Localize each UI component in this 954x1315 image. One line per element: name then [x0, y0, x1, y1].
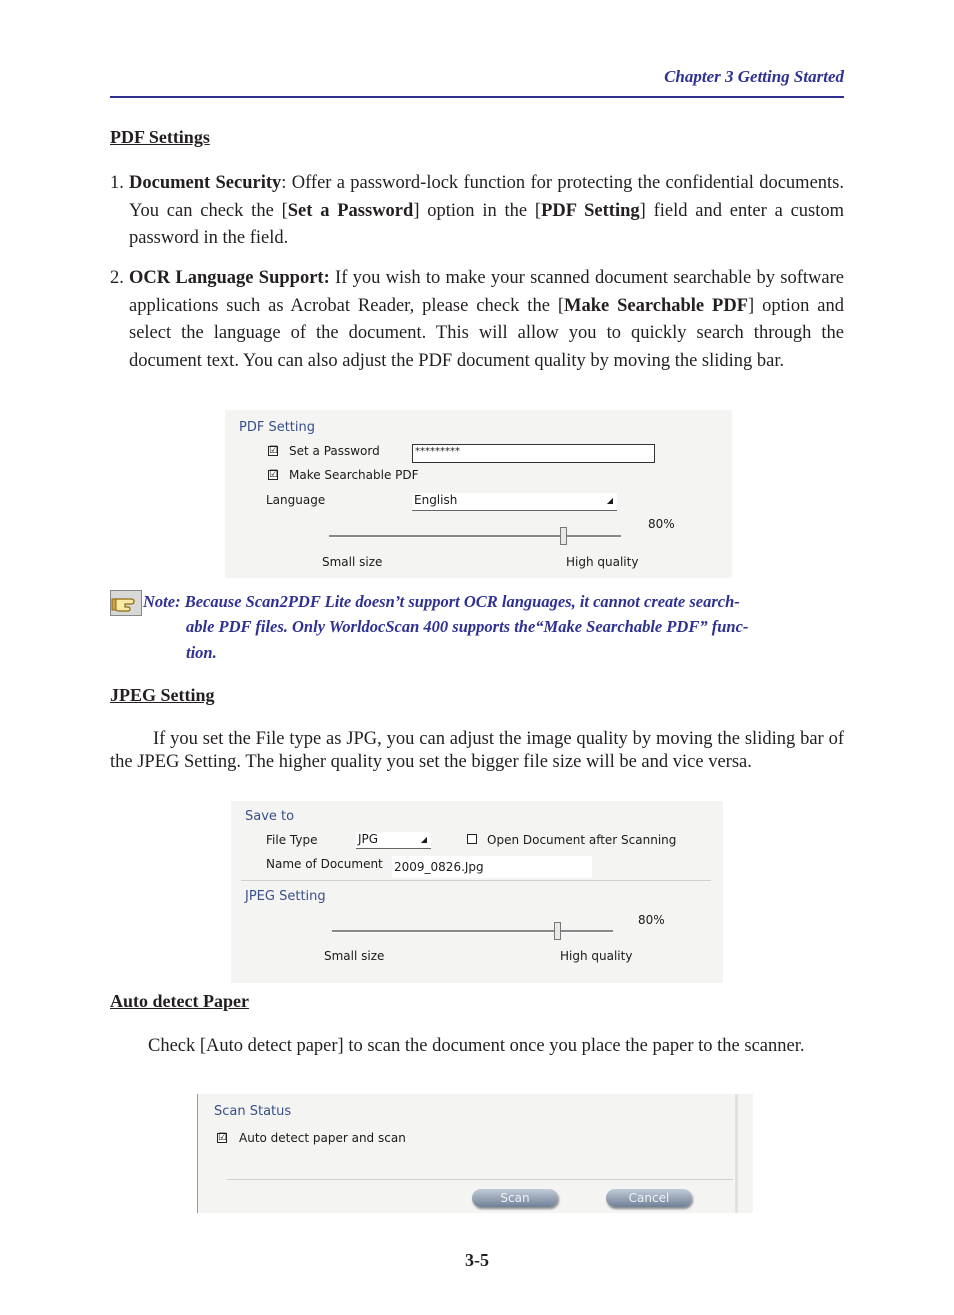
- small-size-label: Small size: [324, 949, 385, 963]
- language-label: Language: [266, 493, 326, 507]
- file-type-select[interactable]: [356, 832, 431, 849]
- item1-text-e: ] field and enter a custom password in the field.: [129, 200, 845, 248]
- scan-status-panel: [197, 1094, 753, 1213]
- section-divider: [241, 880, 711, 881]
- page-number: 3-5: [465, 1250, 489, 1270]
- pdf-settings-heading: PDF Settings: [110, 127, 210, 147]
- item1-text-a: : Offer a password-lock function for protecting the confidential documents. You can check the [: [129, 173, 844, 221]
- list-item-ocr-language: [110, 265, 844, 375]
- open-after-checkbox[interactable]: [467, 834, 477, 844]
- dropdown-arrow-icon: ◢: [606, 496, 613, 505]
- name-of-document-label: Name of Document: [266, 857, 383, 871]
- set-password-ref: Set a Password: [287, 200, 414, 221]
- item1-text-c: ] option in the [: [413, 200, 542, 221]
- quality-slider-thumb[interactable]: [560, 527, 567, 545]
- auto-detect-paragraph: Check [Auto detect paper] to scan the document once you place the paper to the scanner.: [148, 1036, 805, 1056]
- jpeg-paragraph: If you set the File type as JPG, you can adjust the image quality by moving the sliding bar of the JPEG Setting. The higher quality you set the bigger file size will be and vice versa.: [110, 729, 844, 772]
- open-after-label: Open Document after Scanning: [487, 833, 677, 847]
- cancel-button[interactable]: Cancel: [606, 1189, 692, 1207]
- ocr-language-label: OCR Language Support:: [129, 268, 330, 288]
- quality-slider-track[interactable]: [329, 535, 621, 538]
- panel-scrollbar[interactable]: [735, 1094, 738, 1213]
- header-rule: [110, 96, 844, 98]
- auto-detect-checkbox[interactable]: ☑: [218, 1132, 227, 1143]
- auto-detect-label: Auto detect paper and scan: [239, 1131, 406, 1145]
- note-line-3: tion.: [186, 643, 217, 662]
- set-password-label: Set a Password: [289, 444, 380, 458]
- item2-text-a: If you wish to make your scanned document searchable by software applications such as Acrobat Reader, please check the [: [129, 268, 844, 316]
- note-line-2: able PDF files. Only WorldocScan 400 supports the“Make Searchable PDF” func-: [186, 617, 749, 636]
- scan-status-title: Scan Status: [214, 1104, 292, 1119]
- quality-percent: 80%: [648, 517, 675, 531]
- set-password-checkbox[interactable]: ☑: [269, 445, 278, 456]
- list-item-document-security: [110, 170, 844, 253]
- pdf-setting-panel: [225, 410, 732, 578]
- note-line-1: Note: Because Scan2PDF Lite doesn’t support OCR languages, it cannot create search-: [143, 592, 740, 611]
- name-of-document-field[interactable]: 2009_0826.Jpg: [392, 856, 592, 878]
- file-type-value: JPG: [358, 832, 379, 846]
- pointing-hand-icon: [110, 590, 142, 616]
- jpeg-setting-heading: JPEG Setting: [110, 685, 215, 705]
- jpeg-setting-panel: [231, 801, 723, 983]
- jpeg-setting-title: JPEG Setting: [245, 889, 326, 904]
- chapter-header: Chapter 3 Getting Started: [664, 67, 844, 86]
- password-field[interactable]: *********: [412, 444, 655, 463]
- make-searchable-ref: Make Searchable PDF: [563, 295, 749, 316]
- jpeg-slider-thumb[interactable]: [554, 922, 561, 940]
- high-quality-label: High quality: [560, 949, 633, 963]
- pdf-setting-ref: PDF Setting: [541, 200, 640, 221]
- make-searchable-checkbox[interactable]: ☑: [269, 469, 278, 480]
- item2-text-c: ] option and select the language of the document. This will allow you to quickly search through the document text. You can also adjust the PDF document quality by moving the sliding bar.: [129, 295, 844, 371]
- jpeg-slider-track[interactable]: [332, 930, 613, 933]
- scan-button[interactable]: Scan: [472, 1189, 558, 1207]
- dropdown-arrow-icon: ◢: [420, 835, 427, 844]
- high-quality-label: High quality: [566, 555, 639, 569]
- document-security-label: Document Security: [129, 173, 282, 193]
- language-select[interactable]: [412, 493, 617, 511]
- small-size-label: Small size: [322, 555, 383, 569]
- make-searchable-label: Make Searchable PDF: [289, 468, 419, 482]
- auto-detect-heading: Auto detect Paper: [110, 991, 249, 1011]
- file-type-label: File Type: [266, 833, 318, 847]
- section-divider: [227, 1179, 733, 1180]
- list-number: 2.: [110, 268, 124, 288]
- language-value: English: [414, 493, 458, 507]
- save-to-title: Save to: [245, 809, 295, 824]
- list-number: 1.: [110, 173, 124, 193]
- pdf-setting-title: PDF Setting: [239, 420, 316, 435]
- jpeg-quality-percent: 80%: [638, 913, 665, 927]
